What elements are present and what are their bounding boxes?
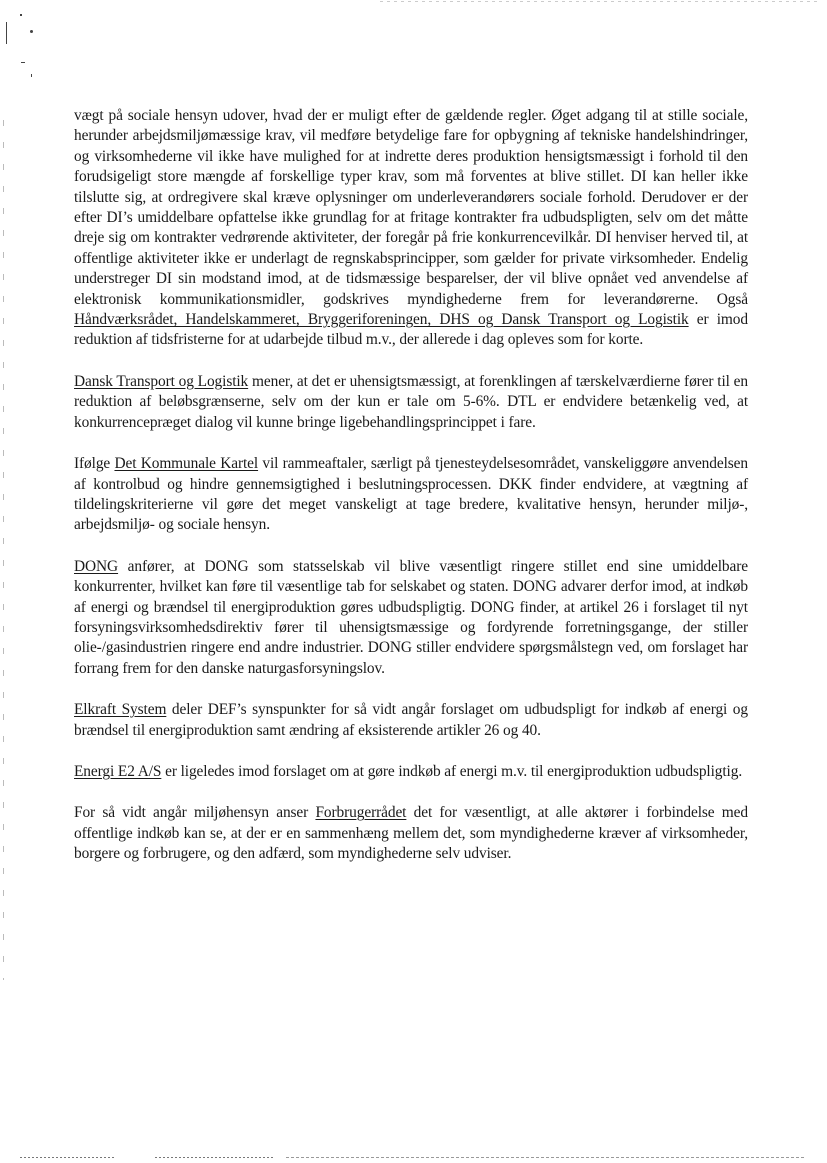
paragraph-energi-e2 <box>74 762 748 782</box>
paragraph-text: For så vidt angår miljøhensyn anser <box>74 804 316 822</box>
paragraph-dkk <box>74 454 748 536</box>
paragraph-text: vil rammeaftaler, særligt på tjenesteydelsesområdet, vanskeliggøre anvendelsen af kontrolbud og hindre gennemsigtighed i beslutningsprocessen. DKK finder endvidere, at vægtning af tildelingskriterierne vil gøre det meget vanskeligt at tage bredere, kvalitative hensyn, herunder miljø-, arbejdsmiljø- og sociale hensyn. <box>74 455 748 534</box>
scan-edge-left <box>3 120 4 980</box>
paragraph-text: er imod reduktion af tidsfristerne for at udarbejde tilbud m.v., der allerede i dag opleves som for korte. <box>74 311 748 349</box>
paragraph-text: deler DEF’s synspunkter for så vidt angår forslaget om udbudspligt for indkøb af energi og brændsel til energiproduktion samt ændring af eksisterende artikler 26 og 40. <box>74 701 748 739</box>
scan-artifact <box>20 14 22 16</box>
entity-name: Dansk Transport og Logistik <box>74 372 249 390</box>
paragraph-dtl <box>74 372 748 433</box>
scan-artifact <box>30 30 33 33</box>
paragraph-forbrugerraadet <box>74 803 748 864</box>
paragraph-elkraft <box>74 700 748 741</box>
paragraph-di-position <box>74 106 748 351</box>
scan-artifact <box>21 62 25 63</box>
entity-name: DONG <box>74 557 119 575</box>
scan-edge-bottom <box>20 1157 114 1158</box>
paragraph-text: vægt på sociale hensyn udover, hvad der er muligt efter de gældende regler. Øget adgang til at stille sociale, herunder arbejdsmiljømæssige krav, vil medføre betydelige fare for opbygning af tekniske handelshindringer, og virksomhederne vil ikke have mulighed for at indrette deres produktion hensigtsmæssigt i forhold til den forudsigeligt store mængde af forskellige typer krav, som må forventes at blive stillet. DI kan heller ikke tilslutte sig, at ordregivere skal kræve oplysninger om underleverandørers sociale forhold. Derudover er der efter DI’s umiddelbare opfattelse ikke grundlag for at fritage kontrakter fra udbudspligten, selv om det måtte dreje sig om kontrakter vedrørende aktiviteter, der foregår på frie konkurrencevilkår. DI henviser herved til, at offentlige aktiviteter ikke er underlagt de regnskabsprincipper, som gælder for private virksomheder. Endelig understreger DI sin modstand imod, at de tidsmæssige besparelser, der vil blive opnået ved anvendelse af elektronisk kommunikationsmidler, godskrives myndighederne frem for leverandørerne. Også <box>74 107 748 308</box>
scan-artifact <box>31 74 32 77</box>
paragraph-text: mener, at det er uhensigtsmæssigt, at forenklingen af tærskelværdierne fører til en reduktion af beløbsgrænserne, selv om der kun er tale om 5-6%. DTL er endvidere betænkelig ved, at konkurrencepræget dialog vil kunne bringe ligebehandlingsprincippet i fare. <box>74 372 748 431</box>
scan-edge-top <box>380 1 820 2</box>
paragraph-text: anfører, at DONG som statsselskab vil blive væsentligt ringere stillet end sine umiddelbare konkurrenter, hvilket kan føre til væsentlige tab for selskabet og staten. DONG advarer derfor imod, at indkøb af energi og brændsel til energiproduktion gøres udbudspligtig. DONG finder, at artikel 26 i forslaget til nyt forsyningsvirksomhedsdirektiv fører til uhensigtsmæssige og fordyrende forretningsgange, der stiller olie-/gasindustrien ringere end andre industrier. DONG stiller endvidere spørgsmålstegn ved, om forslaget har forrang frem for den danske naturgasforsyningslov. <box>74 557 748 677</box>
scan-edge-bottom <box>155 1157 275 1158</box>
entity-name: Det Kommunale Kartel <box>114 455 259 473</box>
entity-name: Elkraft System <box>74 701 167 719</box>
document-body <box>74 106 748 886</box>
scan-artifact <box>6 22 7 44</box>
entity-name: Energi E2 A/S <box>74 762 162 780</box>
entity-name: Forbrugerrådet <box>315 804 407 822</box>
paragraph-text: Ifølge <box>74 455 115 473</box>
entity-name: Håndværksrådet, Handelskammeret, Bryggeriforeningen, DHS og Dansk Transport og Logistik <box>74 311 689 329</box>
scan-edge-bottom <box>286 1157 806 1158</box>
paragraph-dong <box>74 557 748 679</box>
paragraph-text: er ligeledes imod forslaget om at gøre indkøb af energi m.v. til energiproduktion udbudspligtig. <box>161 762 743 780</box>
paragraph-text: det for væsentligt, at alle aktører i forbindelse med offentlige indkøb kan se, at der er en sammenhæng mellem det, som myndighederne kræver af virksomheder, borgere og forbrugere, og den adfærd, som myndighederne selv udviser. <box>74 804 748 863</box>
